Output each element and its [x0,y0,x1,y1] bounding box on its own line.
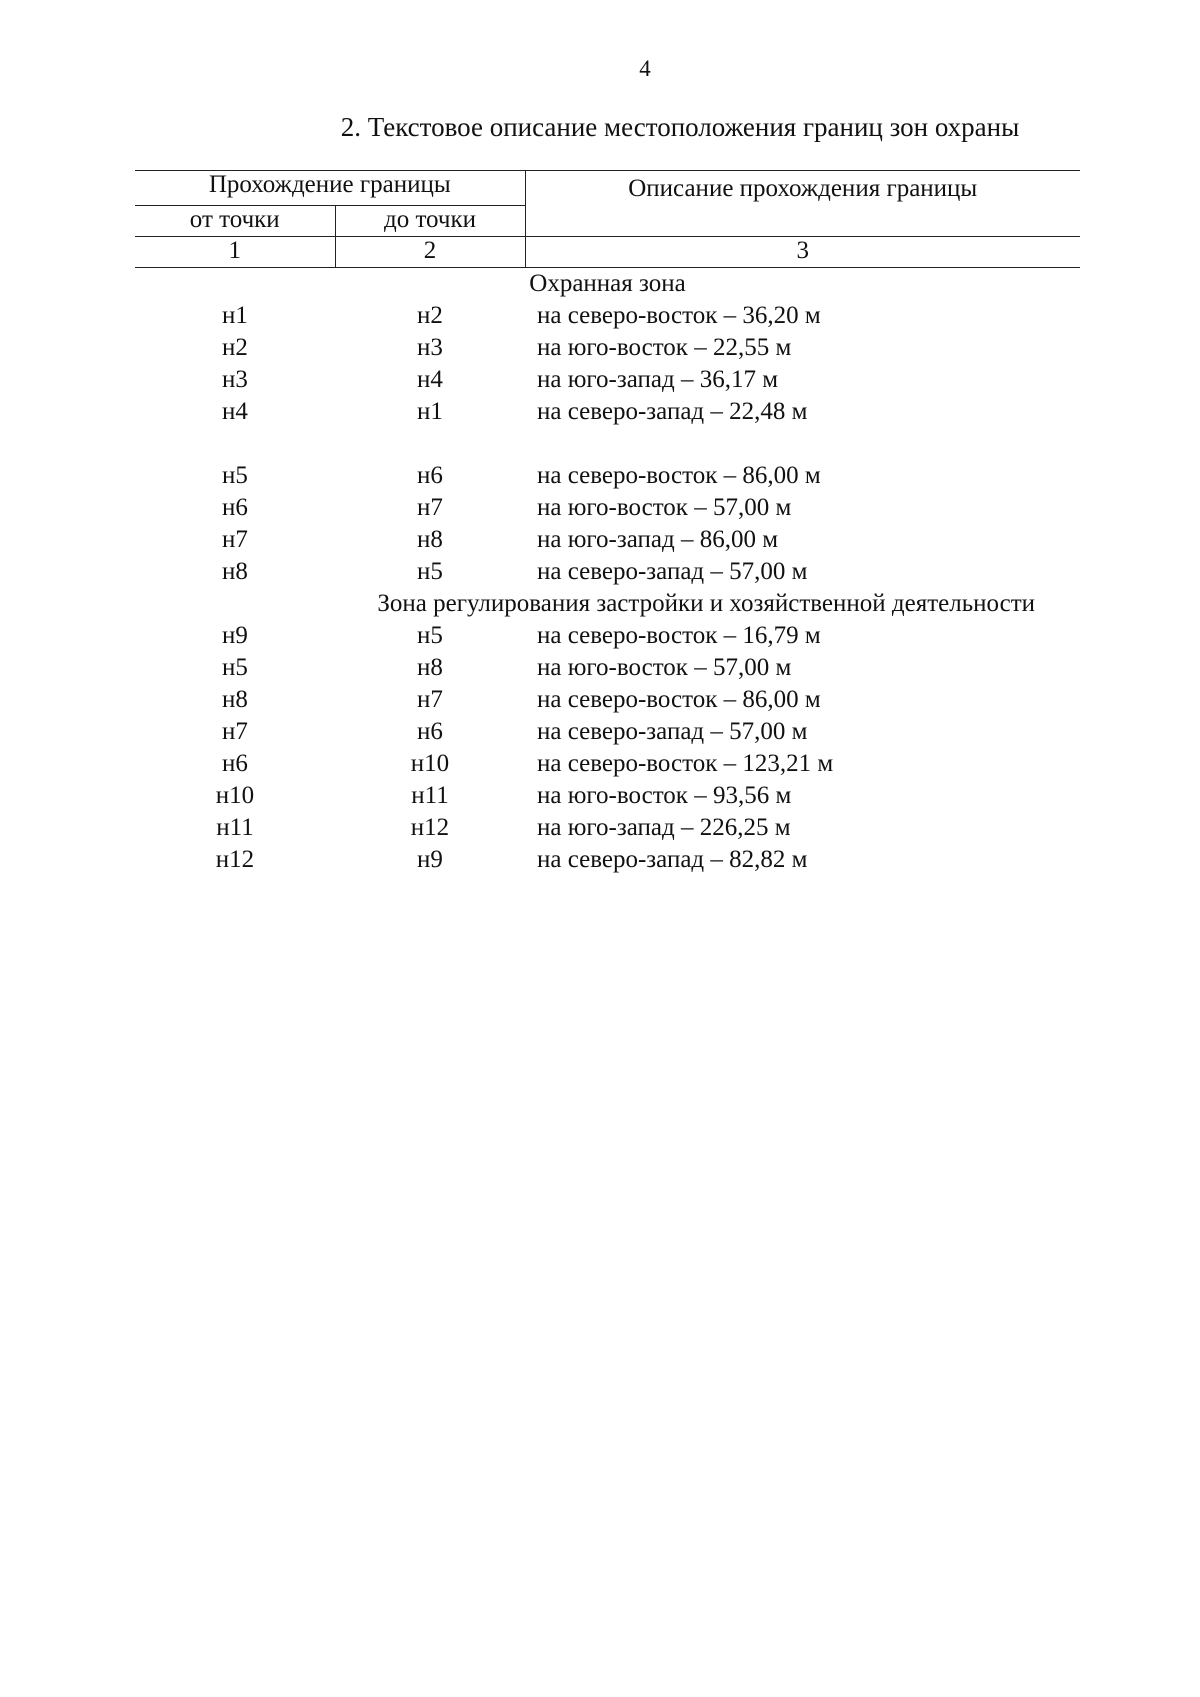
to-point-cell: н11 [411,782,449,809]
table-row [135,780,1080,812]
spacer-cell [135,428,1080,460]
description-cell: на северо-восток – 86,00 м [537,686,821,713]
table-row [135,652,1080,684]
to-point-cell: н5 [417,622,443,649]
to-point-cell: н2 [417,302,443,329]
table-row [135,492,1080,524]
section-title: Зона регулирования застройки и хозяйственной деятельности [377,590,1035,617]
description-cell: на юго-восток – 22,55 м [537,334,792,361]
page-number: 4 [639,56,651,81]
header-col-number-3: 3 [525,237,1080,268]
header-from-point: от точки [135,206,335,237]
table-row [135,844,1080,876]
from-point-cell: н2 [222,334,248,361]
from-point-cell: н11 [216,814,254,841]
to-point-cell: н3 [417,334,443,361]
from-point-cell: н3 [222,366,248,393]
table-row [135,332,1080,364]
table-row [135,396,1080,428]
boundary-table [135,170,1080,876]
description-cell: на юго-запад – 86,00 м [537,526,779,553]
from-point-cell: н10 [215,782,255,809]
from-point-cell: н7 [222,718,248,745]
table-header [135,171,1080,268]
document-title: 2. Текстовое описание местоположения границ зон охраны [340,112,1020,142]
description-cell: на северо-восток – 36,20 м [537,302,821,329]
table-row [135,364,1080,396]
table-body [135,268,1080,877]
table-row [135,460,1080,492]
table-row [135,556,1080,588]
to-point-cell: н8 [417,526,443,553]
description-cell: на юго-запад – 36,17 м [537,366,779,393]
header-to-point: до точки [335,206,525,237]
table-row [135,812,1080,844]
to-point-cell: н8 [417,654,443,681]
from-point-cell: н6 [222,494,248,521]
to-point-cell: н1 [417,398,443,425]
description-cell: на северо-запад – 57,00 м [537,718,808,745]
header-boundary-passage: Прохождение границы [135,171,525,206]
section-row [135,268,1080,301]
section-title: Охранная зона [529,270,686,297]
to-point-cell: н9 [417,846,443,873]
description-cell: на северо-восток – 123,21 м [537,750,834,777]
description-cell: на северо-запад – 57,00 м [537,558,808,585]
to-point-cell: н5 [417,558,443,585]
description-cell: на юго-запад – 226,25 м [537,814,791,841]
from-point-cell: н1 [222,302,248,329]
to-point-cell: н6 [417,718,443,745]
to-point-cell: н7 [417,686,443,713]
from-point-cell: н5 [222,654,248,681]
table-row [135,620,1080,652]
header-col-number-2: 2 [335,237,525,268]
from-point-cell: н4 [222,398,248,425]
description-cell: на северо-восток – 16,79 м [537,622,821,649]
header-col-number-1: 1 [135,237,335,268]
from-point-cell: н6 [222,750,248,777]
description-cell: на юго-восток – 57,00 м [537,654,792,681]
from-point-cell: н5 [222,462,248,489]
description-cell: на юго-восток – 57,00 м [537,494,792,521]
table-row [135,524,1080,556]
group-spacer [135,428,1080,460]
to-point-cell: н4 [417,366,443,393]
from-point-cell: н8 [222,686,248,713]
table-row [135,748,1080,780]
description-cell: на северо-запад – 22,48 м [537,398,808,425]
from-point-cell: н8 [222,558,248,585]
table-row [135,300,1080,332]
to-point-cell: н10 [410,750,450,777]
from-point-cell: н12 [215,846,255,873]
section-row [135,588,1080,620]
description-cell: на юго-восток – 93,56 м [537,782,792,809]
table-row [135,716,1080,748]
table-row [135,684,1080,716]
to-point-cell: н6 [417,462,443,489]
from-point-cell: н7 [222,526,248,553]
description-cell: на северо-запад – 82,82 м [537,846,808,873]
header-description: Описание прохождения границы [525,171,1080,237]
to-point-cell: н12 [410,814,450,841]
to-point-cell: н7 [417,494,443,521]
from-point-cell: н9 [222,622,248,649]
description-cell: на северо-восток – 86,00 м [537,462,821,489]
